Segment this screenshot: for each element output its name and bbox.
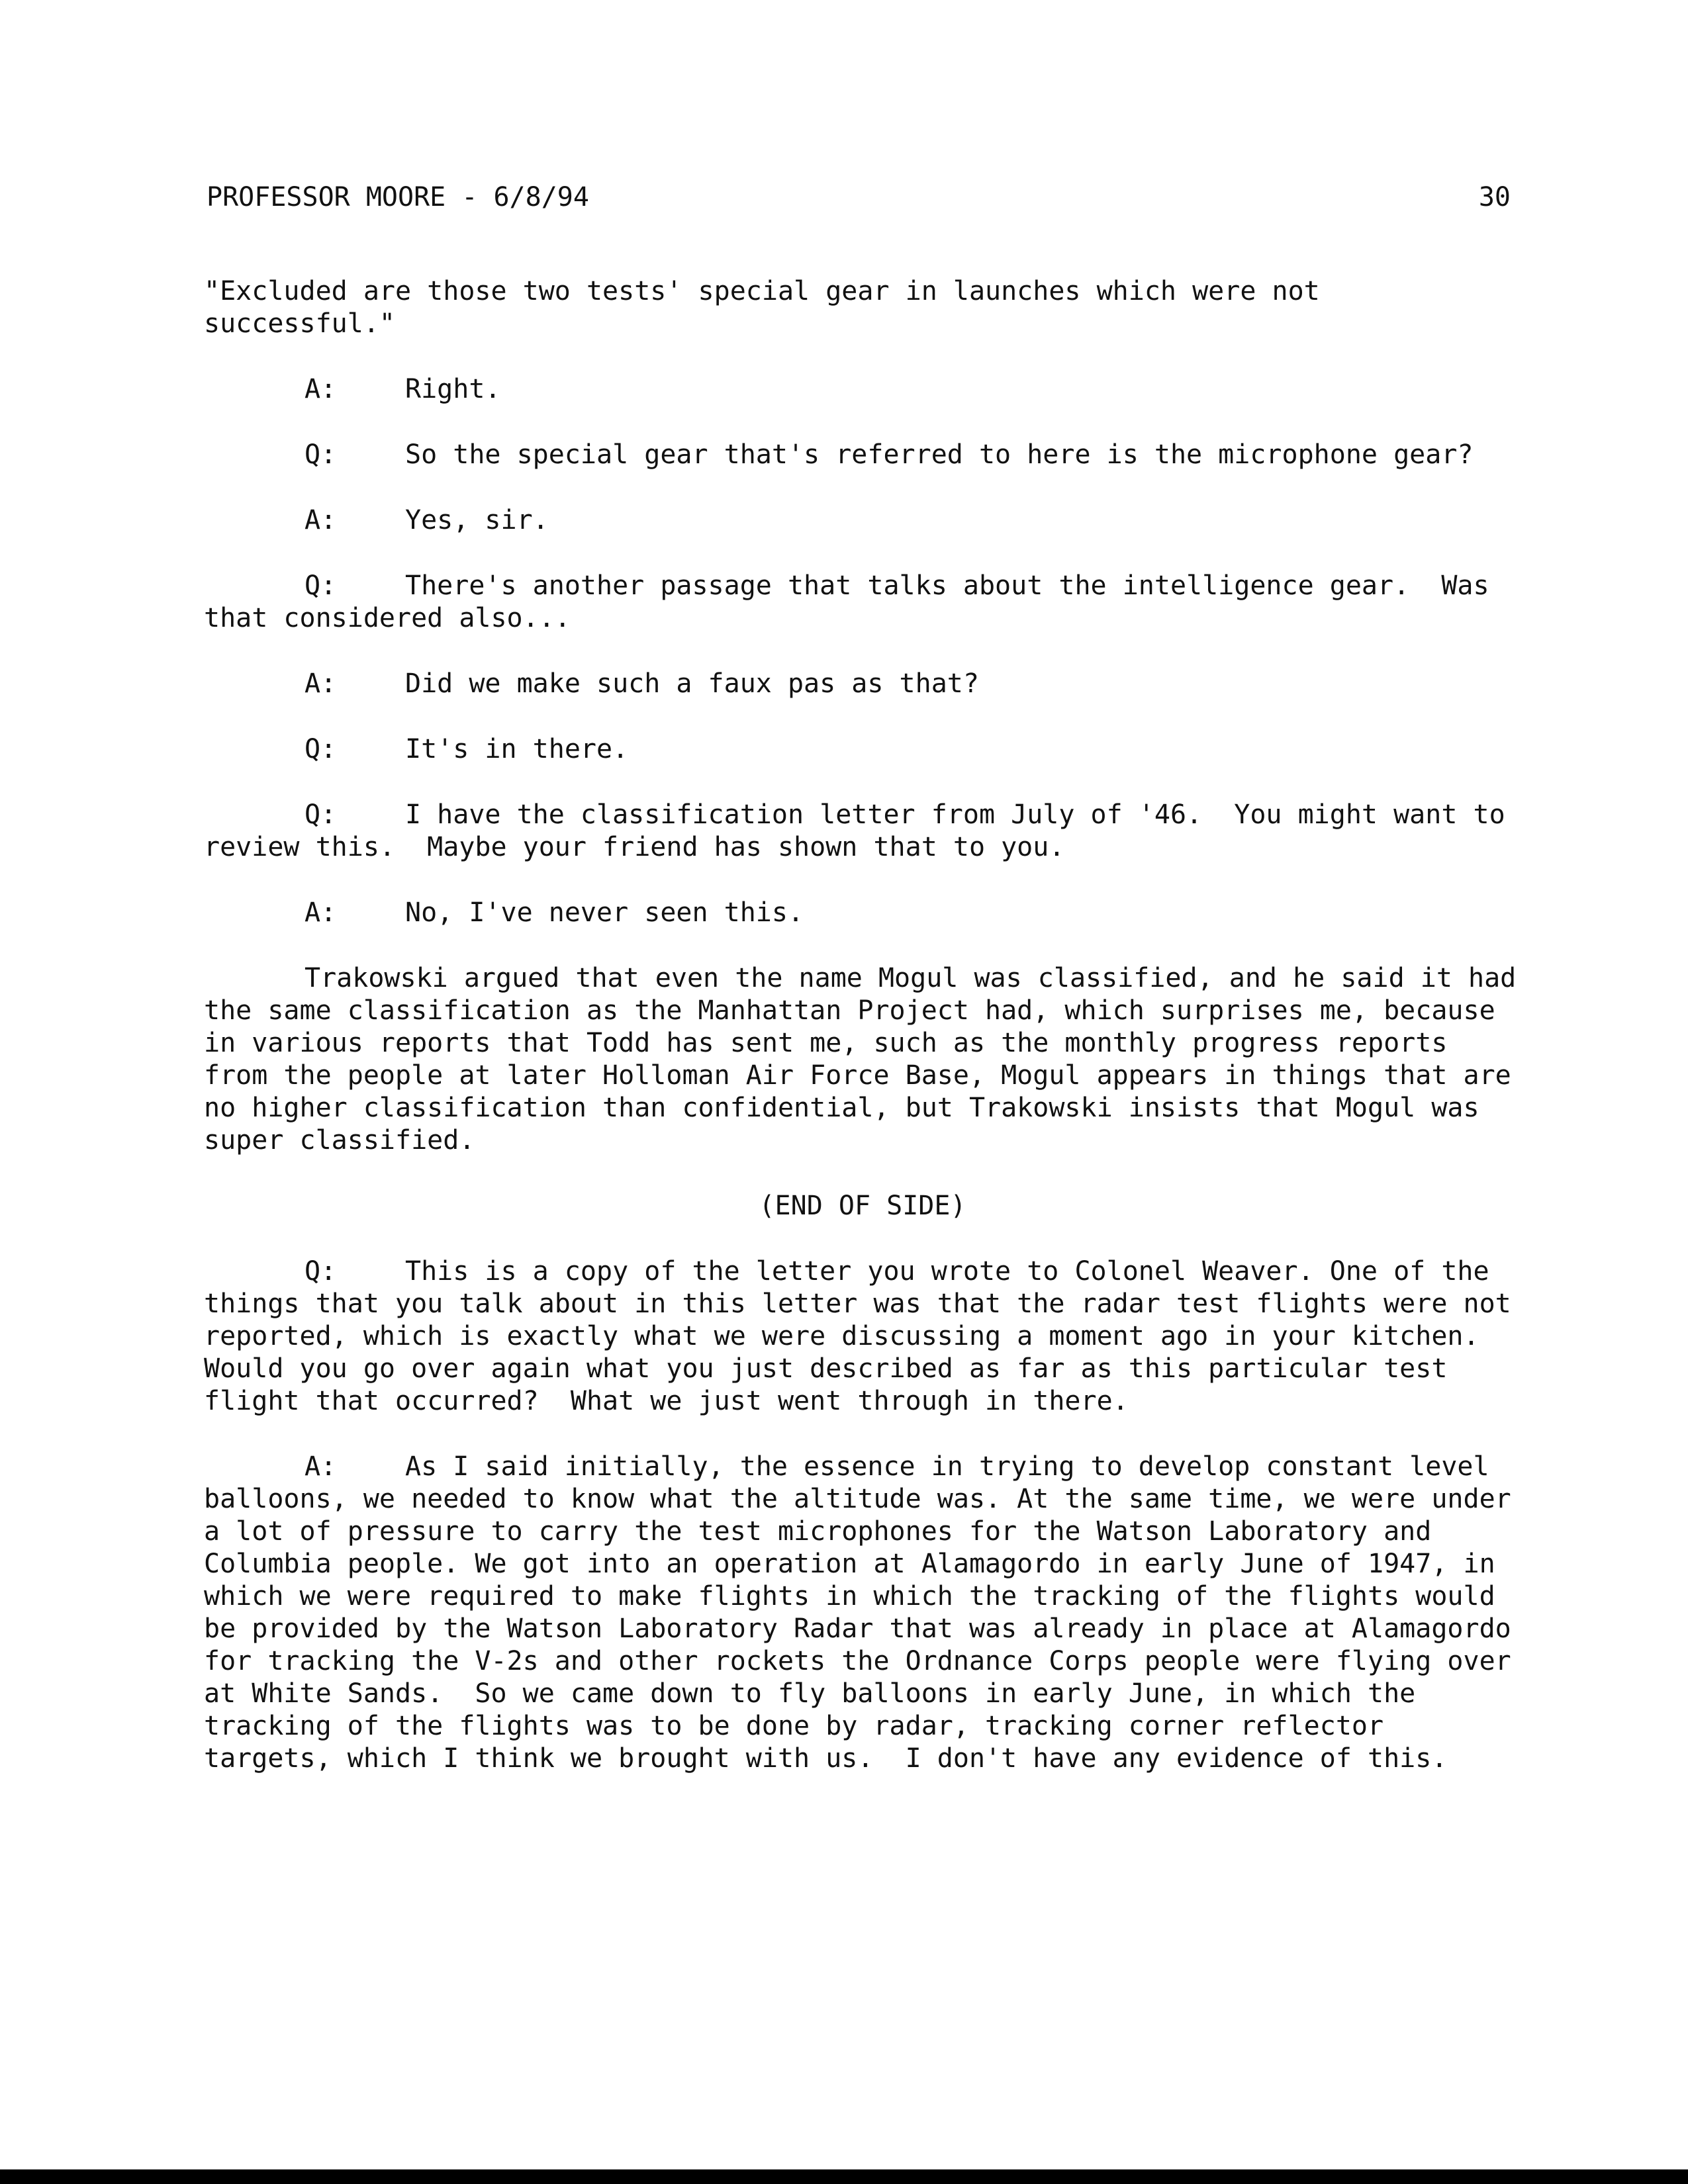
quoted-passage: "Excluded are those two tests' special gear in launches which were not successful." [204,276,1336,339]
speaker-label: A: [305,374,337,404]
speaker-label: Q: [305,799,337,830]
question-text: It's in there. [405,734,629,764]
question-paragraph [204,1255,1527,1418]
question-text: So the special gear that's referred to here is the microphone gear? [405,439,1474,470]
speaker-label: A: [305,505,337,535]
question-text: I have the classification letter from July of '46. You might want to review this. Maybe your friend has shown that to you. [204,799,1521,862]
answer-paragraph [204,668,1521,700]
question-paragraph [204,733,1521,766]
answer-paragraph [204,373,1521,406]
question-paragraph [204,799,1521,864]
answer-paragraph [204,897,1521,929]
transcript-body [204,275,1532,1808]
question-paragraph [204,439,1521,471]
header-title: PROFESSOR MOORE - 6/8/94 [207,182,589,212]
answer-text: Right. [405,374,501,404]
page-number: 30 [1478,182,1511,212]
narrative-paragraph: Trakowski argued that even the name Mogul was classified, and he said it had the same classification as the Manhattan Project had, which surprises me, because in various reports that Todd has sent me, such as the monthly progress reports from the people at later Holloman Air Force Base, Mogul appears in things that are no higher classification than confidential, but Trakowski insists that Mogul was super classified. [204,963,1532,1156]
scan-bottom-edge [0,2169,1688,2184]
speaker-label: Q: [305,734,337,764]
end-of-side-marker: (END OF SIDE) [759,1191,966,1221]
speaker-label: Q: [305,1256,337,1287]
answer-text: No, I've never seen this. [405,897,804,928]
speaker-label: Q: [305,439,337,470]
answer-text: As I said initially, the essence in trying to develop constant level balloons, we needed to know what the altitude was. At the same time, we were under a lot of pressure to carry the test microphones for the Watson Laboratory and Columbia people. We got into an operation at Alamagordo in early June of 1947, in which we were required to make flights in which the tracking of the flights would be provided by the Watson Laboratory Radar that was already in place at Alamagordo for tracking the V-2s and other rockets the Ordnance Corps people were flying over at White Sands. So we came down to fly balloons in early June, in which the tracking of the flights was to be done by radar, tracking corner reflector targets, which I think we brought with us. I don't have any evidence of this. [204,1451,1527,1774]
answer-paragraph [204,1451,1527,1775]
speaker-label: A: [305,668,337,699]
answer-paragraph [204,504,1521,537]
answer-text: Did we make such a faux pas as that? [405,668,979,699]
speaker-label: A: [305,897,337,928]
speaker-label: Q: [305,570,337,601]
question-paragraph [204,570,1521,635]
page-header [207,177,1511,217]
question-text: There's another passage that talks about the intelligence gear. Was that considered also... [204,570,1505,633]
speaker-label: A: [305,1451,337,1482]
answer-text: Yes, sir. [405,505,549,535]
question-text: This is a copy of the letter you wrote to Colonel Weaver. One of the things that you talk about in this letter was that the radar test flights were not reported, which is exactly what we were discussing a moment ago in your kitchen. Would you go over again what you just described as far as this particular test flight that occurred? What we just went through in there. [204,1256,1527,1416]
